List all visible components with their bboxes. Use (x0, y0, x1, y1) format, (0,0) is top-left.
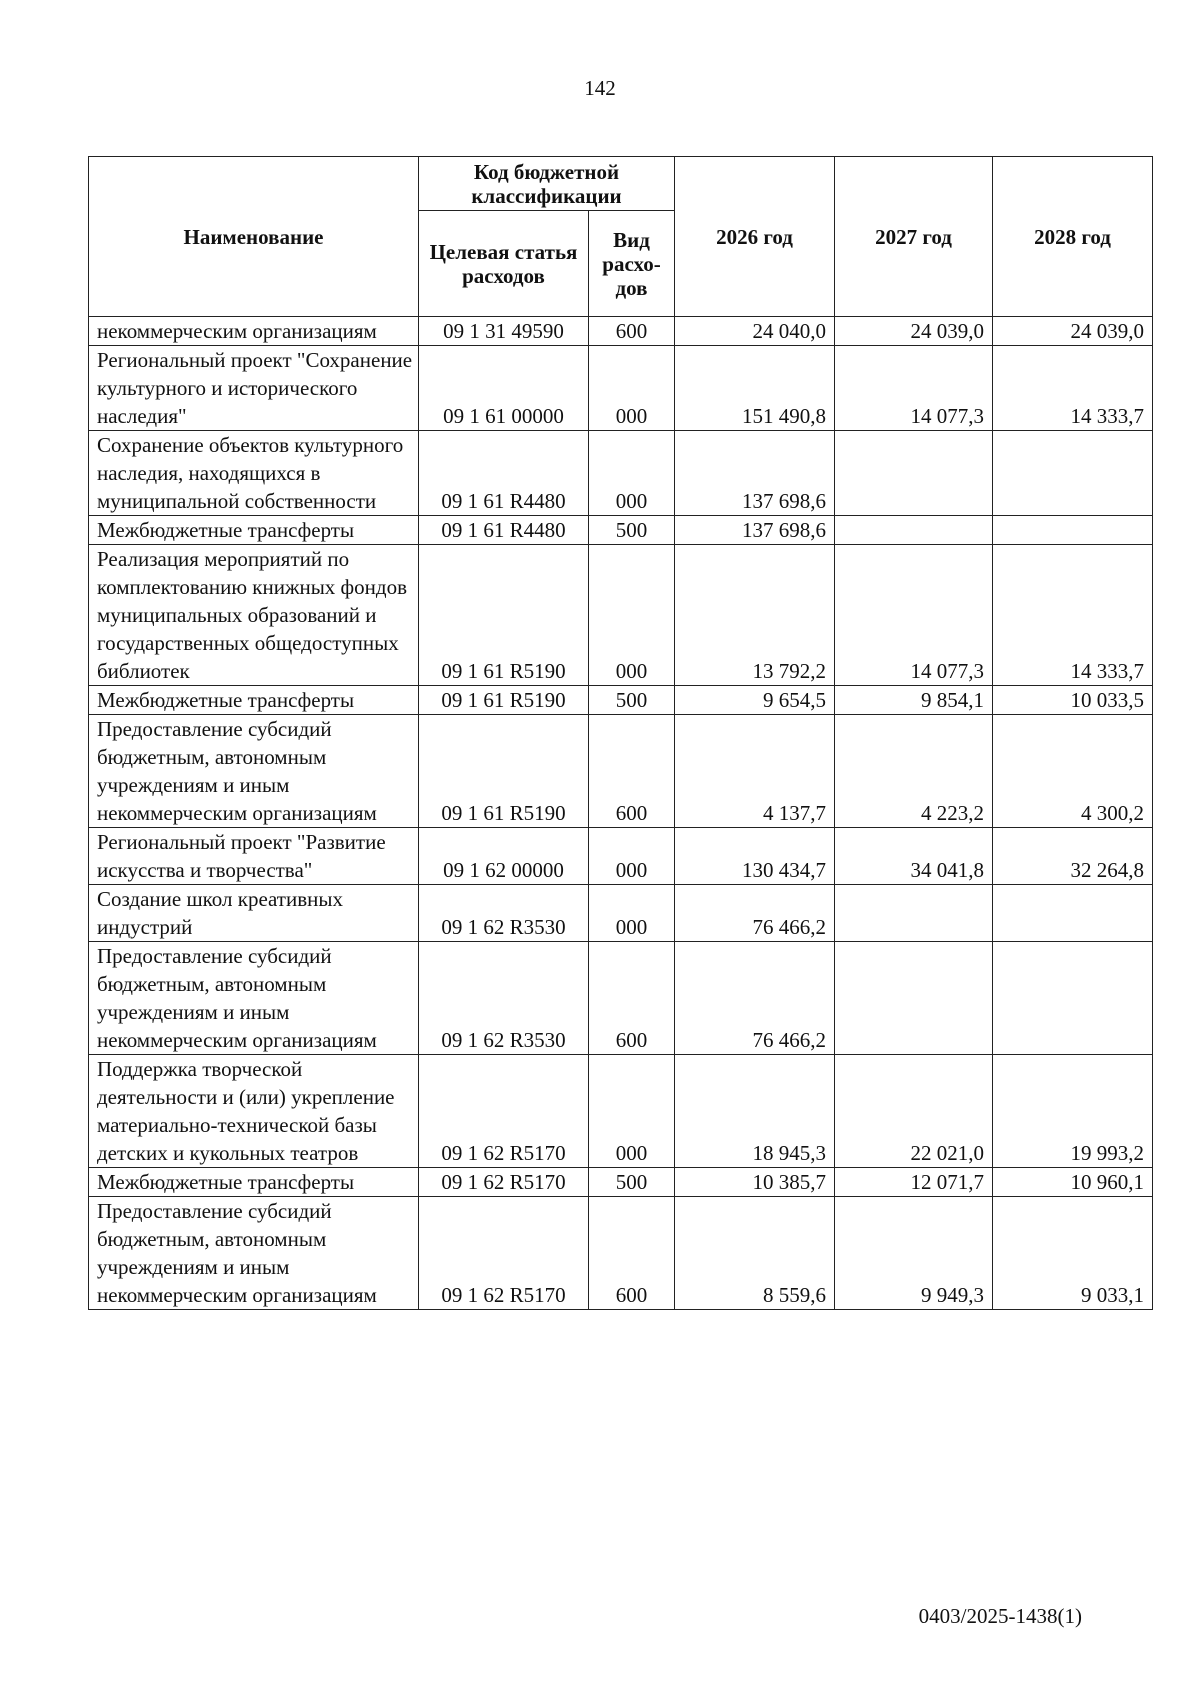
row-value-2027: 9 949,3 (835, 1197, 993, 1310)
header-2027: 2027 год (835, 157, 993, 317)
table-row (89, 715, 1153, 828)
row-value-2028: 10 960,1 (993, 1168, 1153, 1197)
row-value-2028: 32 264,8 (993, 828, 1153, 885)
row-target-article: 09 1 62 R5170 (419, 1055, 589, 1168)
row-expense-type: 600 (589, 1197, 675, 1310)
row-value-2028: 9 033,1 (993, 1197, 1153, 1310)
row-value-2028: 19 993,2 (993, 1055, 1153, 1168)
row-value-2027: 24 039,0 (835, 317, 993, 346)
row-value-2028 (993, 885, 1153, 942)
row-target-article: 09 1 61 R5190 (419, 686, 589, 715)
row-expense-type: 000 (589, 545, 675, 686)
row-value-2026: 10 385,7 (675, 1168, 835, 1197)
row-value-2026: 151 490,8 (675, 346, 835, 431)
page-number: 142 (584, 76, 616, 100)
row-value-2028: 14 333,7 (993, 346, 1153, 431)
row-value-2027: 34 041,8 (835, 828, 993, 885)
header-target-article: Целевая статья расходов (419, 211, 589, 317)
row-value-2028: 24 039,0 (993, 317, 1153, 346)
row-name: некоммерческим организациям (89, 317, 419, 346)
row-target-article: 09 1 61 R5190 (419, 545, 589, 686)
row-value-2026: 130 434,7 (675, 828, 835, 885)
header-2028: 2028 год (993, 157, 1153, 317)
row-value-2027: 22 021,0 (835, 1055, 993, 1168)
row-value-2026: 4 137,7 (675, 715, 835, 828)
row-expense-type: 000 (589, 885, 675, 942)
row-expense-type: 000 (589, 828, 675, 885)
table-row (89, 686, 1153, 715)
row-name: Предоставление субсидий бюджетным, автономным учреждениям и иным некоммерческим организациям (89, 942, 419, 1055)
table-row (89, 1168, 1153, 1197)
header-name: Наименование (89, 157, 419, 317)
table-row (89, 516, 1153, 545)
row-target-article: 09 1 61 R4480 (419, 431, 589, 516)
header-code-group: Код бюджетной классификации (419, 157, 675, 211)
row-target-article: 09 1 61 00000 (419, 346, 589, 431)
row-value-2028 (993, 431, 1153, 516)
budget-table (88, 156, 1153, 1310)
row-name: Создание школ креативных индустрий (89, 885, 419, 942)
row-name: Поддержка творческой деятельности и (или) укрепление материально-технической базы детских и кукольных театров (89, 1055, 419, 1168)
row-expense-type: 500 (589, 686, 675, 715)
table-row (89, 885, 1153, 942)
row-expense-type: 000 (589, 1055, 675, 1168)
row-value-2026: 13 792,2 (675, 545, 835, 686)
table-row (89, 1197, 1153, 1310)
row-expense-type: 500 (589, 1168, 675, 1197)
row-name: Предоставление субсидий бюджетным, автономным учреждениям и иным некоммерческим организациям (89, 1197, 419, 1310)
row-target-article: 09 1 62 00000 (419, 828, 589, 885)
row-name: Реализация мероприятий по комплектованию книжных фондов муниципальных образований и государственных общедоступных библиотек (89, 545, 419, 686)
table-row (89, 317, 1153, 346)
row-value-2026: 137 698,6 (675, 516, 835, 545)
header-2026: 2026 год (675, 157, 835, 317)
row-target-article: 09 1 62 R5170 (419, 1197, 589, 1310)
row-name: Региональный проект "Развитие искусства и творчества" (89, 828, 419, 885)
row-value-2026: 137 698,6 (675, 431, 835, 516)
row-name: Межбюджетные трансферты (89, 1168, 419, 1197)
row-target-article: 09 1 31 49590 (419, 317, 589, 346)
row-value-2027: 12 071,7 (835, 1168, 993, 1197)
row-value-2028: 10 033,5 (993, 686, 1153, 715)
row-value-2028: 14 333,7 (993, 545, 1153, 686)
table-body (89, 317, 1153, 1310)
row-value-2026: 9 654,5 (675, 686, 835, 715)
row-expense-type: 000 (589, 346, 675, 431)
row-target-article: 09 1 62 R3530 (419, 942, 589, 1055)
row-value-2027: 4 223,2 (835, 715, 993, 828)
row-value-2027 (835, 431, 993, 516)
row-value-2026: 76 466,2 (675, 885, 835, 942)
table-row (89, 431, 1153, 516)
row-target-article: 09 1 61 R5190 (419, 715, 589, 828)
document-code: 0403/2025-1438(1) (918, 1604, 1082, 1628)
header-expense-type: Вид расхо-дов (589, 211, 675, 317)
table-row (89, 1055, 1153, 1168)
row-value-2027 (835, 885, 993, 942)
row-expense-type: 500 (589, 516, 675, 545)
table-row (89, 346, 1153, 431)
row-value-2027: 14 077,3 (835, 346, 993, 431)
row-name: Межбюджетные трансферты (89, 686, 419, 715)
row-value-2026: 8 559,6 (675, 1197, 835, 1310)
row-name: Региональный проект "Сохранение культурного и исторического наследия" (89, 346, 419, 431)
row-expense-type: 600 (589, 942, 675, 1055)
row-value-2026: 24 040,0 (675, 317, 835, 346)
row-value-2027 (835, 516, 993, 545)
table-row (89, 942, 1153, 1055)
row-value-2028: 4 300,2 (993, 715, 1153, 828)
row-name: Межбюджетные трансферты (89, 516, 419, 545)
row-value-2028 (993, 942, 1153, 1055)
row-value-2026: 18 945,3 (675, 1055, 835, 1168)
row-expense-type: 600 (589, 317, 675, 346)
table-row (89, 545, 1153, 686)
row-name: Предоставление субсидий бюджетным, автономным учреждениям и иным некоммерческим организациям (89, 715, 419, 828)
row-value-2027: 9 854,1 (835, 686, 993, 715)
row-value-2027: 14 077,3 (835, 545, 993, 686)
row-value-2028 (993, 516, 1153, 545)
row-target-article: 09 1 61 R4480 (419, 516, 589, 545)
row-name: Сохранение объектов культурного наследия, находящихся в муниципальной собственности (89, 431, 419, 516)
table-row (89, 828, 1153, 885)
row-value-2027 (835, 942, 993, 1055)
row-target-article: 09 1 62 R5170 (419, 1168, 589, 1197)
row-expense-type: 600 (589, 715, 675, 828)
row-expense-type: 000 (589, 431, 675, 516)
row-value-2026: 76 466,2 (675, 942, 835, 1055)
row-target-article: 09 1 62 R3530 (419, 885, 589, 942)
